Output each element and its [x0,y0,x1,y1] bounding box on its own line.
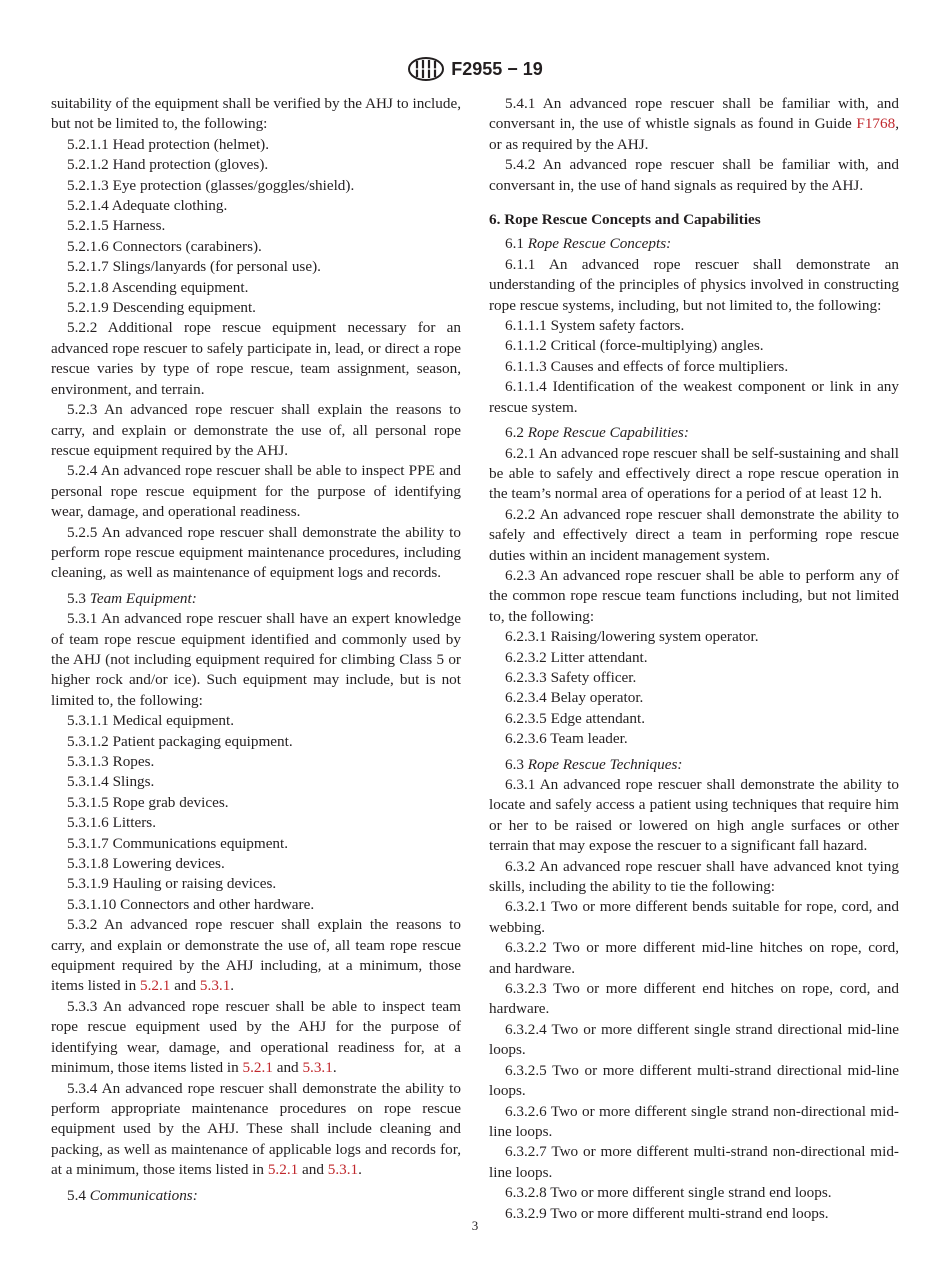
list-item: 5.2.1.9 Descending equipment. [67,299,256,317]
list-item: 5.3.1.8 Lowering devices. [67,855,225,873]
section-heading-6: 6. Rope Rescue Concepts and Capabilities [489,211,761,229]
ref-link-5-2-1[interactable]: 5.2.1 [267,1161,299,1179]
page-header [0,56,950,82]
paragraph-6-3-2: 6.3.2 An advanced rope rescuer shall have advanced knot tying skills, including the ability to tie the following: [489,857,899,896]
list-item: 5.2.1.4 Adequate clothing. [67,197,228,215]
list-item: 6.2.3.6 Team leader. [505,730,628,748]
list-item: 5.2.1.5 Harness. [67,217,166,235]
paragraph-5-3-4: 5.3.4 An advanced rope rescuer shall demonstrate the ability to perform appropriate maintenance procedures on rope rescue equipment used by the AHJ. These shall include cleaning and packing, as well as maintenance of applicable logs and records for, at a minimum, those items listed in 5.2.1 and 5.3.1. [51,1079,461,1179]
paragraph-6-2-2: 6.2.2 An advanced rope rescuer shall demonstrate the ability to safely and effectively direct a team in performing rope rescue duties within an incident management system. [489,505,899,564]
list-item: 6.3.2.3 Two or more different end hitches on rope, cord, and hardware. [489,980,899,1018]
paragraph-5-4-1: 5.4.1 An advanced rope rescuer shall be familiar with, and conversant in, the use of whistle signals as found in Guide F1768, or as required by the AHJ. [489,95,900,153]
ref-link-5-3-1[interactable]: 5.3.1 [302,1059,333,1077]
list-item: 6.2.3.1 Raising/lowering system operator. [505,628,759,646]
list-item: 6.3.2.4 Two or more different single strand directional mid-line loops. [489,1020,899,1059]
ref-link-5-2-1[interactable]: 5.2.1 [140,977,171,995]
list-item: 6.1.1.2 Critical (force-multiplying) angles. [505,337,764,355]
list-item: 6.2.3.2 Litter attendant. [505,648,648,666]
list-item: 5.3.1.10 Connectors and other hardware. [67,895,315,913]
paragraph-5-4-2: 5.4.2 An advanced rope rescuer shall be familiar with, and conversant in, the use of hand signals as required by the AHJ. [489,156,899,194]
paragraph-5-2-4: 5.2.4 An advanced rope rescuer shall be able to inspect PPE and personal rope rescue equipment for the purpose of identifying wear, damage, and operational readiness. [51,462,461,521]
heading-5-4: 5.4 Communications: [67,1186,198,1204]
paragraph-5-2-3: 5.2.3 An advanced rope rescuer shall explain the reasons to carry, and explain or demonstrate the use of, all personal rope rescue equipment required by the AHJ. [51,401,461,459]
list-item: 6.1.1.1 System safety factors. [505,317,685,335]
list-6-2-3 [489,627,899,749]
list-item: 5.2.1.6 Connectors (carabiners). [67,237,262,255]
list-item: 6.3.2.5 Two or more different multi-strand directional mid-line loops. [489,1061,899,1100]
list-item: 5.2.1.1 Head protection (helmet). [67,135,270,153]
list-item: 6.3.2.1 Two or more different bends suitable for rope, cord, and webbing. [489,898,899,936]
page-number: 3 [471,1218,479,1233]
list-item: 5.2.1.8 Ascending equipment. [67,278,249,296]
list-item: 6.1.1.3 Causes and effects of force multipliers. [505,357,789,375]
heading-5-3: 5.3 Team Equipment: [67,589,197,607]
list-item: 5.3.1.1 Medical equipment. [67,712,235,730]
list-item: 5.3.1.2 Patient packaging equipment. [67,732,293,750]
astm-logo-icon [407,57,445,81]
ref-link-5-3-1[interactable]: 5.3.1 [199,977,231,995]
list-item: 5.3.1.4 Slings. [67,773,155,791]
list-item: 5.3.1.9 Hauling or raising devices. [67,875,277,893]
ref-link-f1768[interactable]: F1768 [856,115,896,133]
list-item: 5.2.1.7 Slings/lanyards (for personal use). [67,258,321,276]
document-designation: F2955 − 19 [451,58,543,79]
list-item: 6.3.2.2 Two or more different mid-line hitches on rope, cord, and hardware. [489,939,899,977]
list-item: 6.2.3.5 Edge attendant. [505,709,646,727]
list-item: 6.2.3.3 Safety officer. [505,668,637,686]
list-item: 5.3.1.6 Litters. [67,814,157,832]
paragraph-5-3-1: 5.3.1 An advanced rope rescuer shall have an expert knowledge of team rope rescue equipment identified and commonly used by the AHJ (not including equipment required for climbing Class 5 or higher rock and/or ice). Such equipment may include, but is not limited to, the following: [51,610,461,709]
paragraph-5-2-2: 5.2.2 Additional rope rescue equipment necessary for an advanced rope rescuer to safely participate in, lead, or direct a rope rescue varies by type of rope rescue, team assignment, season, environment, and terrain. [51,319,461,398]
paragraph: suitability of the equipment shall be verified by the AHJ to include, but not be limited to, the following: [51,95,461,133]
list-item: 6.2.3.4 Belay operator. [505,689,644,707]
list-item: 5.2.1.3 Eye protection (glasses/goggles/shield). [67,176,355,194]
list-item: 5.3.1.3 Ropes. [67,753,155,770]
list-6-3-2 [489,897,899,1224]
list-item: 6.3.2.8 Two or more different single strand end loops. [505,1184,832,1202]
paragraph-5-2-5: 5.2.5 An advanced rope rescuer shall demonstrate the ability to perform rope rescue equipment maintenance procedures, including cleaning, as well as maintenance of equipment logs and records. [51,523,461,582]
paragraph-5-3-3: 5.3.3 An advanced rope rescuer shall be able to inspect team rope rescue equipment used by the AHJ for the purpose of identifying wear, damage, and operational readiness for, at a minimum, those items listed in 5.2.1 and 5.3.1. [51,997,461,1077]
heading-6-3: 6.3 Rope Rescue Techniques: [505,755,683,773]
ref-link-5-2-1[interactable]: 5.2.1 [242,1059,273,1077]
list-item: 6.1.1.4 Identification of the weakest component or link in any rescue system. [489,378,899,416]
paragraph-6-1-1: 6.1.1 An advanced rope rescuer shall demonstrate an understanding of the principles of physics involved in constructing rope rescue systems, including, but not limited to, the following: [489,255,899,314]
heading-6-2: 6.2 Rope Rescue Capabilities: [505,424,689,442]
list-5-3-1 [51,711,461,915]
right-column [489,94,899,1224]
list-item: 5.3.1.7 Communications equipment. [67,834,289,852]
heading-6-1: 6.1 Rope Rescue Concepts: [505,235,672,253]
list-5-2-1 [51,135,461,319]
paragraph-6-3-1: 6.3.1 An advanced rope rescuer shall demonstrate the ability to locate and safely access a patient using techniques that require him or her to be raised or lowered on high angle surfaces or other terrain that may expose the rescuer to a significant fall hazard. [489,776,899,855]
list-item: 5.2.1.2 Hand protection (gloves). [67,156,269,174]
list-item: 6.3.2.9 Two or more different multi-strand end loops. [505,1204,829,1222]
left-column [51,94,461,1206]
list-item: 5.3.1.5 Rope grab devices. [67,793,229,811]
list-6-1-1 [489,316,899,418]
list-item: 6.3.2.6 Two or more different single strand non-directional mid-line loops. [489,1102,899,1140]
ref-link-5-3-1[interactable]: 5.3.1 [327,1161,359,1179]
paragraph-6-2-3: 6.2.3 An advanced rope rescuer shall be able to perform any of the common rope rescue team functions including, but not limited to, the following: [489,566,899,625]
paragraph-6-2-1: 6.2.1 An advanced rope rescuer shall be self-sustaining and shall be able to safely and effectively direct a rope rescue operation in the team’s normal area of operations for a period of at least 12 h. [489,444,899,503]
paragraph-5-3-2: 5.3.2 An advanced rope rescuer shall explain the reasons to carry, and explain or demonstrate the use of, all team rope rescue equipment required by the AHJ including, at a minimum, those items listed in 5.2.1 and 5.3.1. [51,916,461,995]
list-item: 6.3.2.7 Two or more different multi-strand non-directional mid-line loops. [489,1143,899,1181]
